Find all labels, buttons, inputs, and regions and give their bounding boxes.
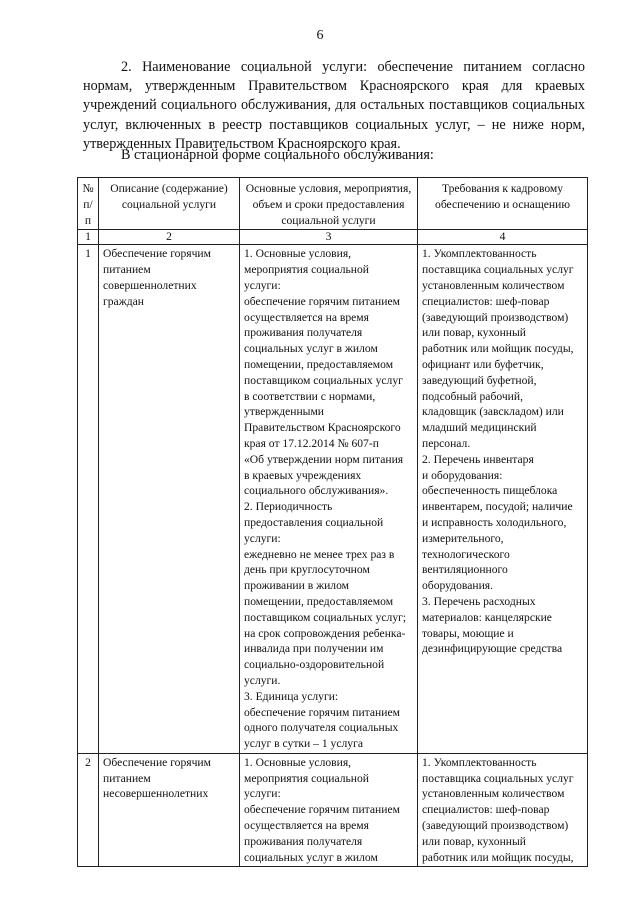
stationary-form-paragraph: В стационарной форме социального обслуживания: xyxy=(121,147,434,163)
cell-line: или повар, кухонный xyxy=(422,834,526,848)
cell-line: осуществляется на время xyxy=(244,310,369,324)
cell-line: 3. Единица услуги: xyxy=(244,689,339,703)
cell-line: социально-оздоровительной xyxy=(244,658,385,672)
table-header-row xyxy=(78,178,588,230)
header-requirements: Требования к кадровому обеспечению и оснащению xyxy=(418,178,588,230)
cell-line: услуги: xyxy=(244,787,281,801)
cell-line: кладовщик (завскладом) или xyxy=(422,405,564,419)
cell-line: технологического xyxy=(422,547,510,561)
cell-line: работник или мойщик посуды, xyxy=(422,342,574,356)
row-number-cell: 1 xyxy=(78,245,99,754)
conditions-cell xyxy=(240,245,418,754)
cell-line: проживания получателя xyxy=(244,326,363,340)
cell-line: (заведующий производством) xyxy=(422,819,569,833)
cell-line: питанием xyxy=(103,263,151,277)
column-number-row xyxy=(78,230,588,245)
table-row xyxy=(78,245,588,754)
cell-line: социальных услуг в жилом xyxy=(244,342,378,356)
cell-line: младший медицинский xyxy=(422,421,537,435)
cell-line: вентиляционного xyxy=(422,563,508,577)
cell-line: материалов: канцелярские xyxy=(422,610,552,624)
cell-line: осуществляется на время xyxy=(244,819,369,833)
cell-line: заведующий буфетной, xyxy=(422,373,537,387)
cell-line: товары, моющие и xyxy=(422,626,514,640)
cell-line: 1. Укомплектованность xyxy=(422,247,537,261)
cell-line: несовершеннолетних xyxy=(103,787,209,801)
cell-line: 2. Перечень инвентаря xyxy=(422,452,534,466)
cell-line: «Об утверждении норм питания xyxy=(244,452,404,466)
column-number: 2 xyxy=(99,230,240,245)
column-number: 1 xyxy=(78,230,99,245)
cell-line: питанием xyxy=(103,771,151,785)
header-number: № п/п xyxy=(78,178,99,230)
table-body xyxy=(78,245,588,867)
cell-line: дезинфицирующие средства xyxy=(422,642,563,656)
cell-line: 1. Основные условия, xyxy=(244,755,352,769)
description-cell xyxy=(99,245,240,754)
cell-line: 1. Основные условия, xyxy=(244,247,352,261)
header-conditions: Основные условия, мероприятия, объем и сроки предоставления социальной услуги xyxy=(240,178,418,230)
cell-line: обеспечение горячим питанием xyxy=(244,705,400,719)
cell-line: услуги: xyxy=(244,278,281,292)
cell-line: услуги: xyxy=(244,531,281,545)
cell-line: и исправность холодильного, xyxy=(422,515,567,529)
cell-line: и оборудования: xyxy=(422,468,503,482)
requirements-cell xyxy=(418,753,588,867)
cell-line: края от 17.12.2014 № 607-п xyxy=(244,436,379,450)
cell-line: измерительного, xyxy=(422,531,504,545)
cell-line: помещении, предоставляемом xyxy=(244,357,394,371)
cell-line: в краевых учреждениях xyxy=(244,468,362,482)
page-number: 6 xyxy=(316,28,324,43)
cell-line: мероприятия социальной xyxy=(244,771,369,785)
cell-line: 2. Периодичность xyxy=(244,500,333,514)
cell-line: проживания получателя xyxy=(244,834,363,848)
cell-line: совершеннолетних xyxy=(103,278,197,292)
cell-line: утвержденными xyxy=(244,405,325,419)
cell-line: работник или мойщик посуды, xyxy=(422,850,574,864)
service-name-paragraph: 2. Наименование социальной услуги: обеспечение питанием согласно нормам, утвержденным Правительством Красноярского края для краевых учреждений социального обслуживания, для остальных поставщиков социальных услуг, включенных в реестр поставщиков социальных услуг, – не ниже норм, утвержденных Правительством Красноярского края. xyxy=(83,59,585,152)
cell-line: специалистов: шеф-повар xyxy=(422,294,550,308)
cell-line: социальных услуг в жилом xyxy=(244,850,378,864)
cell-line: Обеспечение горячим xyxy=(103,247,211,261)
cell-line: установленным количеством xyxy=(422,278,565,292)
cell-line: оборудования. xyxy=(422,579,494,593)
row-number-cell: 2 xyxy=(78,753,99,867)
cell-line: услуги. xyxy=(244,673,281,687)
services-table xyxy=(77,177,588,867)
cell-line: (заведующий производством) xyxy=(422,310,569,324)
cell-line: поставщиком социальных услуг; xyxy=(244,610,407,624)
cell-line: персонал. xyxy=(422,436,471,450)
cell-line: в соответствии с нормами, xyxy=(244,389,376,403)
table-row xyxy=(78,753,588,867)
cell-line: проживании в жилом xyxy=(244,579,349,593)
cell-line: одного получателя социальных xyxy=(244,721,399,735)
cell-line: официант или буфетчик, xyxy=(422,357,544,371)
cell-line: граждан xyxy=(103,294,144,308)
cell-line: установленным количеством xyxy=(422,787,565,801)
cell-line: Обеспечение горячим xyxy=(103,755,211,769)
column-number: 3 xyxy=(240,230,418,245)
cell-line: обеспеченность пищеблока xyxy=(422,484,558,498)
cell-line: услуг в сутки – 1 услуга xyxy=(244,737,363,751)
cell-line: мероприятия социальной xyxy=(244,263,369,277)
cell-line: на срок сопровождения ребенка- xyxy=(244,626,406,640)
cell-line: 3. Перечень расходных xyxy=(422,594,536,608)
conditions-cell xyxy=(240,753,418,867)
cell-line: поставщика социальных услуг xyxy=(422,771,574,785)
column-number: 4 xyxy=(418,230,588,245)
header-description: Описание (содержание) социальной услуги xyxy=(99,178,240,230)
cell-line: или повар, кухонный xyxy=(422,326,526,340)
cell-line: день при круглосуточном xyxy=(244,563,370,577)
cell-line: подсобный рабочий, xyxy=(422,389,523,403)
cell-line: поставщика социальных услуг xyxy=(422,263,574,277)
cell-line: предоставления социальной xyxy=(244,515,384,529)
description-cell xyxy=(99,753,240,867)
cell-line: Правительством Красноярского xyxy=(244,421,401,435)
cell-line: обеспечение горячим питанием xyxy=(244,294,400,308)
cell-line: 1. Укомплектованность xyxy=(422,755,537,769)
cell-line: социального обслуживания». xyxy=(244,484,389,498)
cell-line: обеспечение горячим питанием xyxy=(244,803,400,817)
cell-line: специалистов: шеф-повар xyxy=(422,803,550,817)
cell-line: инвентарем, посудой; наличие xyxy=(422,500,573,514)
cell-line: инвалида при получении им xyxy=(244,642,384,656)
cell-line: ежедневно не менее трех раз в xyxy=(244,547,395,561)
requirements-cell xyxy=(418,245,588,754)
cell-line: поставщиком социальных услуг xyxy=(244,373,403,387)
cell-line: помещении, предоставляемом xyxy=(244,594,394,608)
